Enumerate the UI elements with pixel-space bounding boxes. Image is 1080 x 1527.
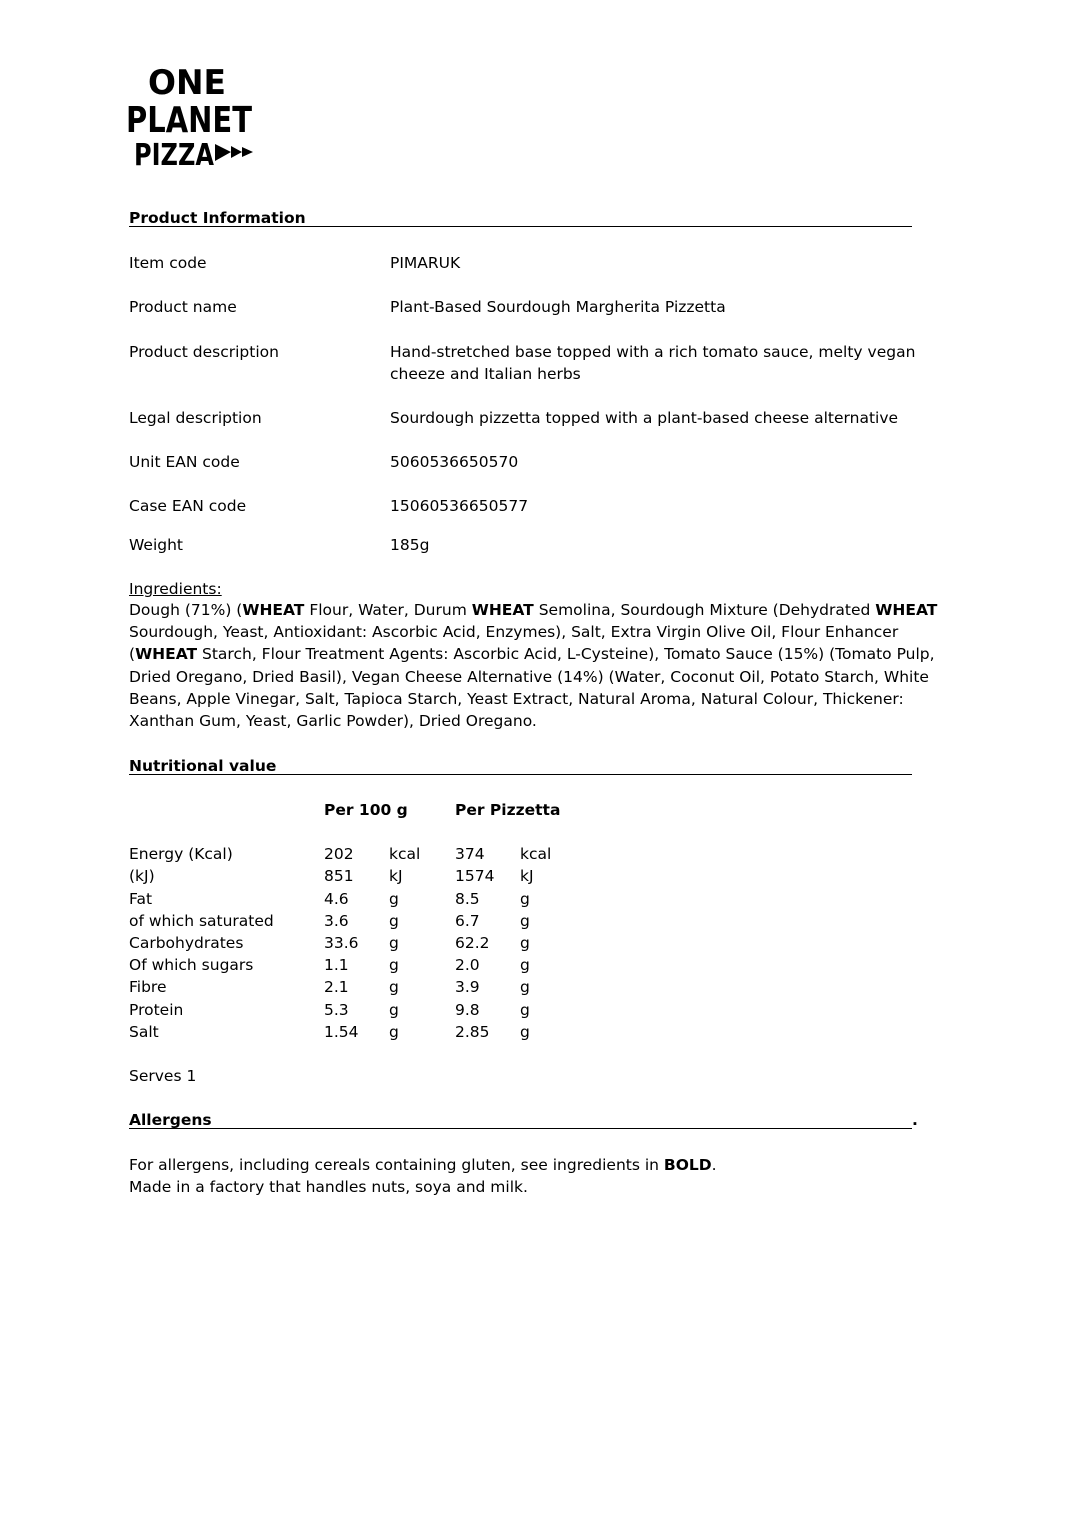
nutrient-unit-perpizzetta: g: [520, 934, 530, 952]
nutrient-value-per100: 33.6: [324, 934, 359, 952]
product-info-heading: Product Information: [129, 209, 306, 227]
table-row: [0, 1021, 1080, 1043]
nutrient-unit-perpizzetta: g: [520, 978, 530, 996]
nutrient-name: Protein: [129, 1001, 184, 1019]
ingredient-segment: Sourdough, Yeast, Antioxidant: Ascorbic Acid, Enzymes), Salt, Extra Virgin Olive Oil, Flour Enhancer (: [129, 623, 899, 664]
arrow-icon: [215, 144, 231, 161]
ingredient-segment: Starch, Flour Treatment Agents: Ascorbic Acid, L-Cysteine), Tomato Sauce (15%) (Tomato Pulp, Dried Oregano, Dried Basil), Vegan Cheese Alternative (14%) (Water, Coconut Oil, Potato Starch, White Beans, Apple Vinegar, Salt, Tapioca Starch, Yeast Extract, Natural Aroma, Natural Colour, Thickener: Xanthan Gum, Yeast, Garlic Powder), Dried Oregano.: [129, 645, 935, 731]
nutrient-unit-perpizzetta: kcal: [520, 845, 552, 863]
col-per-pizzetta: Per Pizzetta: [455, 801, 561, 819]
table-row: [0, 932, 1080, 954]
table-row: [0, 976, 1080, 998]
table-row: [0, 954, 1080, 976]
nutrition-rule: [129, 774, 912, 775]
nutrient-unit-perpizzetta: g: [520, 1001, 530, 1019]
nutrient-value-perpizzetta: 1574: [455, 867, 495, 885]
case-ean-label: Case EAN code: [129, 497, 247, 515]
allergen-wheat: WHEAT: [471, 601, 534, 619]
nutrition-heading: Nutritional value: [129, 757, 277, 775]
ingredients-label: Ingredients:: [129, 580, 222, 598]
table-row: [0, 910, 1080, 932]
allergens-line-2: Made in a factory that handles nuts, soya and milk.: [129, 1178, 528, 1196]
nutrient-value-perpizzetta: 62.2: [455, 934, 490, 952]
nutrient-value-per100: 851: [324, 867, 354, 885]
item-code-label: Item code: [129, 254, 207, 272]
nutrient-value-per100: 1.1: [324, 956, 349, 974]
product-info-rule: [129, 226, 912, 227]
nutrient-unit-per100: kcal: [389, 845, 421, 863]
nutrient-unit-per100: g: [389, 1001, 399, 1019]
allergens-line-1-bold: BOLD: [663, 1156, 712, 1174]
nutrient-name: of which saturated: [129, 912, 274, 930]
arrow-icon: [231, 146, 242, 158]
nutrient-value-perpizzetta: 8.5: [455, 890, 480, 908]
case-ean-value: 15060536650577: [390, 497, 529, 515]
legal-description-value: Sourdough pizzetta topped with a plant-based cheese alternative: [390, 409, 899, 427]
nutrient-value-per100: 5.3: [324, 1001, 349, 1019]
nutrient-value-perpizzetta: 9.8: [455, 1001, 480, 1019]
allergens-line-1-suffix: .: [711, 1156, 717, 1174]
nutrient-value-perpizzetta: 6.7: [455, 912, 480, 930]
unit-ean-label: Unit EAN code: [129, 453, 240, 471]
nutrient-name: Energy (Kcal): [129, 845, 233, 863]
col-per-100g: Per 100 g: [324, 801, 408, 819]
nutrient-value-per100: 2.1: [324, 978, 349, 996]
nutrient-value-perpizzetta: 374: [455, 845, 485, 863]
allergens-heading-period: .: [912, 1111, 918, 1129]
table-row: [0, 843, 1080, 865]
brand-logo: [124, 62, 259, 172]
allergens-line-1: [129, 1154, 717, 1176]
nutrient-unit-perpizzetta: g: [520, 956, 530, 974]
serves-text: Serves 1: [129, 1067, 197, 1085]
ingredients-text: [129, 599, 959, 732]
nutrient-unit-per100: g: [389, 912, 399, 930]
nutrient-value-per100: 3.6: [324, 912, 349, 930]
allergen-wheat: WHEAT: [135, 645, 198, 664]
nutrient-value-per100: 4.6: [324, 890, 349, 908]
weight-value: 185g: [390, 536, 430, 554]
nutrient-value-perpizzetta: 3.9: [455, 978, 480, 996]
nutrient-unit-per100: g: [389, 978, 399, 996]
table-row: [0, 888, 1080, 910]
ingredient-segment: Flour, Water, Durum: [304, 601, 472, 619]
nutrient-unit-per100: kJ: [389, 867, 403, 885]
nutrient-value-perpizzetta: 2.85: [455, 1023, 490, 1041]
weight-label: Weight: [129, 536, 184, 554]
allergens-rule: [129, 1128, 912, 1129]
item-code-value: PIMARUK: [390, 254, 461, 272]
nutrient-unit-perpizzetta: g: [520, 912, 530, 930]
logo-line-planet: PLANET: [126, 100, 253, 141]
nutrient-name: Of which sugars: [129, 956, 254, 974]
nutrient-name: Carbohydrates: [129, 934, 244, 952]
table-row: [0, 999, 1080, 1021]
nutrient-value-perpizzetta: 2.0: [455, 956, 480, 974]
nutrient-value-per100: 202: [324, 845, 354, 863]
nutrient-unit-perpizzetta: kJ: [520, 867, 534, 885]
nutrient-name: Fibre: [129, 978, 167, 996]
nutrient-name: (kJ): [129, 867, 155, 885]
ingredient-segment: Semolina, Sourdough Mixture (Dehydrated: [533, 601, 876, 619]
product-name-value: Plant-Based Sourdough Margherita Pizzetta: [390, 298, 726, 316]
nutrient-unit-perpizzetta: g: [520, 1023, 530, 1041]
nutrient-unit-per100: g: [389, 1023, 399, 1041]
legal-description-label: Legal description: [129, 409, 262, 427]
logo-line-pizza: PIZZA: [134, 138, 215, 173]
nutrient-unit-per100: g: [389, 934, 399, 952]
unit-ean-value: 5060536650570: [390, 453, 519, 471]
product-name-label: Product name: [129, 298, 237, 316]
logo-line-one: ONE: [148, 63, 226, 103]
arrow-icon: [242, 147, 253, 157]
nutrient-name: Salt: [129, 1023, 159, 1041]
ingredient-segment: Dough (71%) (: [129, 601, 243, 619]
nutrient-unit-per100: g: [389, 956, 399, 974]
allergens-line-1-prefix: For allergens, including cereals containing gluten, see ingredients in: [129, 1156, 664, 1174]
nutrient-name: Fat: [129, 890, 153, 908]
product-description-label: Product description: [129, 343, 279, 361]
allergen-wheat: WHEAT: [875, 601, 938, 619]
table-row: [0, 865, 1080, 887]
one-planet-pizza-logo: [124, 62, 259, 172]
allergens-heading: Allergens: [129, 1111, 212, 1129]
product-description-value: Hand-stretched base topped with a rich tomato sauce, melty vegan cheeze and Italian herbs: [390, 343, 916, 383]
nutrient-value-per100: 1.54: [324, 1023, 359, 1041]
nutrient-unit-perpizzetta: g: [520, 890, 530, 908]
nutrient-unit-per100: g: [389, 890, 399, 908]
allergen-wheat: WHEAT: [242, 601, 305, 619]
